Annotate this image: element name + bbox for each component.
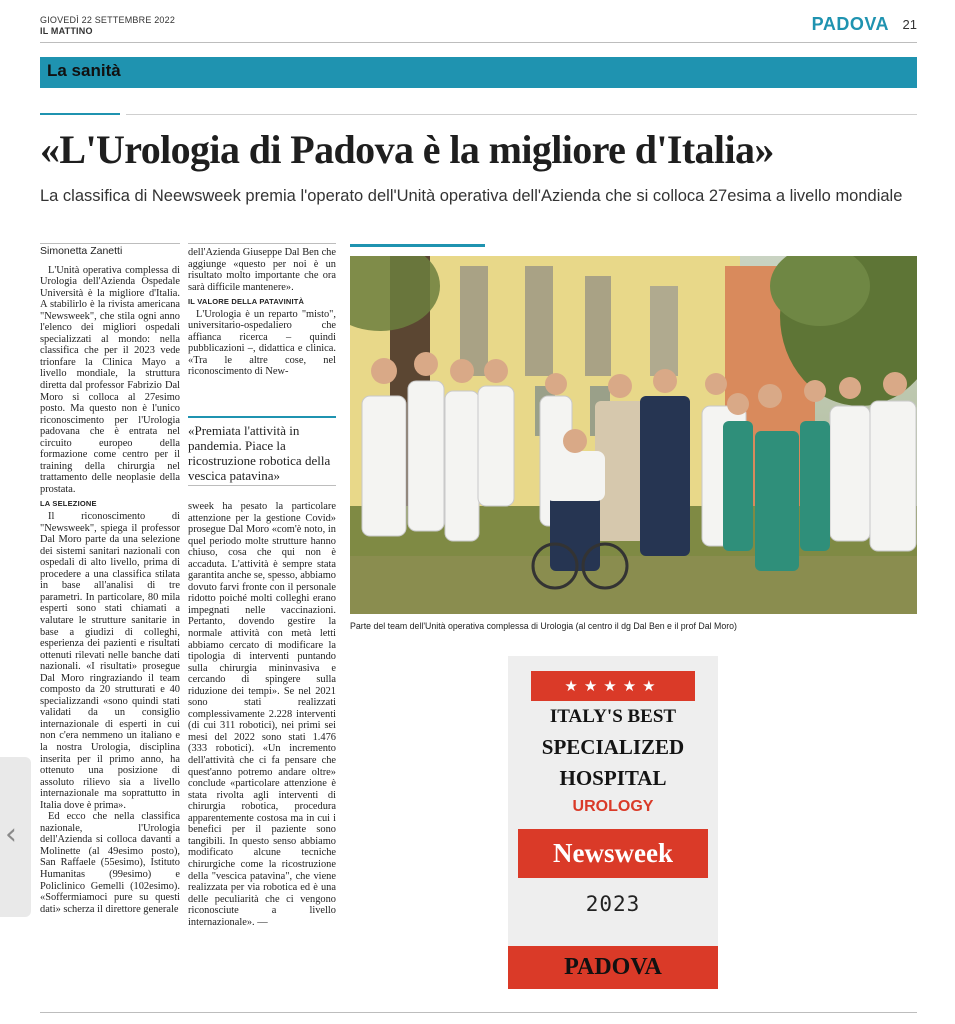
rating-stars-icon: ★★★★★ [531,671,695,701]
masthead-city: PADOVA [811,14,889,34]
article-paragraph: dell'Azienda Giuseppe Dal Ben che aggiunge «questo per noi è un risultato molto importante che ora sarà difficile mantenere». [188,247,336,293]
article-subtitle: IL VALORE DELLA PATAVINITÀ [188,297,305,307]
page-number: 21 [902,17,917,32]
subheadline: La classifica di Neewsweek premia l'operato dell'Unità operativa dell'Azienda che si colloca 27esima a livello mondiale [40,187,903,205]
newspaper-name: IL MATTINO [40,26,93,36]
chevron-left-icon: ‹ [5,817,17,852]
badge-category: UROLOGY [572,798,654,815]
article-column-2-bottom [188,501,336,928]
article-paragraph: sweek ha pesato la particolare attenzione per la gestione Covid» prosegue Dal Moro «com'è noto, in quel periodo molte strutture hanno chiuso, cosa che qui non è accaduta. L'attività è sempre stata garantita anche se, spesso, abbiamo dovuto farvi fronte con il personale ridotto poiché molti colleghi erano impegnati nelle vaccinazioni. Pertanto, dovendo gestire la normale attività con metà letti abbiamo cercato di modificare la tipologia di interventi puntando sulla chirurgia mininvasiva e cercando di spingere sulla riduzione dei tempi». Se nel 2021 sono stati realizzati complessivamente 2.228 interventi (di cui 311 robotici), nei primi sei mesi del 2022 sono stati 1.476 (333 robotici). «Un incremento dell'attività che ci fa pensare che quest'anno potremo andare oltre» conclude «particolare attenzione è stata rivolta agli interventi di chirurgia robotica, procedura apparentemente costosa ma in cui i benefici per il paziente sono tangibili. In questo senso abbiamo modificato alcune tecniche chirurgiche come la ricostruzione della "vescica patavina", che viene realizzata per via robotica ed è una delle peculiarità che ci vengono riconosciute a livello internazionale». — [188,501,336,928]
section-title: La sanità [47,61,121,80]
badge-line-3: HOSPITAL [559,766,667,790]
issue-date: GIOVEDÌ 22 SETTEMBRE 2022 [40,15,176,25]
team-photo [350,256,917,614]
article-subtitle: LA SELEZIONE [40,499,97,509]
newsweek-award-badge [508,656,718,989]
masthead-divider [40,42,917,43]
badge-year: 2023 [585,892,641,916]
previous-page-button[interactable] [0,757,31,917]
article-paragraph: L'Urologia è un reparto "misto", universitario-ospedaliero che affianca ricerca – quindi pubblicazioni –, didattica e clinica. «Tra le altre cose, nel riconoscimento di New- [188,308,336,378]
article-paragraph: Ed ecco che nella classifica nazionale, l'Urologia dell'Azienda si colloca davanti a Molinette (al 49esimo posto), San Raffaele (55esimo), Istituto Humanitas (99esimo) e Policlinico Gemelli (102esimo). «Soffermiamoci pure su questi dati» scherza il direttore generale [40,811,180,915]
headline-divider [126,114,917,115]
article-paragraph: Il riconoscimento di "Newsweek", spiega il professor Dal Moro parte da una selezione dei sistemi sanitari nazionali con ospedali di alto livello, prima di procedere a una classifica stilata in base all'analisi di tre parametri. In particolare, 80 mila esperti sono stati chiamati a valutare le strutture sanitarie in base a giudizi di colleghi, esperienza dei pazienti e risultati ottenuti rilevati nelle banche dati nazionali. «I risultati» prosegue Dal Moro ringraziando il team composto da 20 strutturati e 40 specializzandi «sono quindi stati validati da un consiglio internazionale di esperti in cui non c'era nemmeno un italiano e la nostra Urologia, disciplina inserita per il primo anno, ha ottenuto una posizione di assoluto rilievo sia a livello internazionale ma soprattutto in Italia dove è prima». [40,511,180,811]
article-paragraph: L'Unità operativa complessa di Urologia dell'Azienda Ospedale Università è la migliore d'Italia. A stabilirlo è la rivista americana "Newsweek", che stila ogni anno l'elenco dei migliori ospedali specializzati al mondo: nella classifica che per il 2023 vede trionfare la Clinica Mayo a livello mondiale, la struttura diretta dal professor Fabrizio Dal Moro si colloca al 27esimo posto. Ma questo non è l'unico riconoscimento per l'Urologia padovana che è entrata nel circuito europeo della formazione come centro per il training della chirurgia nel trattamento delle neoplasie della prostata. [40,264,180,495]
badge-brand-bar [518,829,708,878]
column2-top-rule [188,243,336,244]
section-bar [40,57,917,88]
pull-quote [188,416,336,483]
badge-line-2: SPECIALIZED [541,735,685,759]
article-column-2-top [188,247,336,378]
photo-accent-rule [350,244,485,247]
badge-city: PADOVA [564,954,662,980]
pull-quote-divider [188,485,336,486]
badge-brand: Newsweek [553,838,673,868]
headline-accent-rule [40,113,120,115]
article-column-1 [40,246,180,915]
team-photo-illustration [350,256,917,614]
photo-caption: Parte del team dell'Unità operativa complessa di Urologia (al centro il dg Dal Ben e il prof Dal Moro) [350,621,737,631]
pull-quote-text: «Premiata l'attività in pandemia. Piace la ricostruzione robotica della vescica patavina» [188,423,331,483]
byline: Simonetta Zanetti [40,245,123,257]
page-footer-rule [40,1012,917,1013]
masthead-info [40,15,175,37]
headline: «L'Urologia di Padova è la migliore d'Italia» [40,127,774,172]
badge-city-bar [508,946,718,989]
badge-line-1: ITALY'S BEST [549,706,677,727]
column1-top-rule [40,243,180,244]
